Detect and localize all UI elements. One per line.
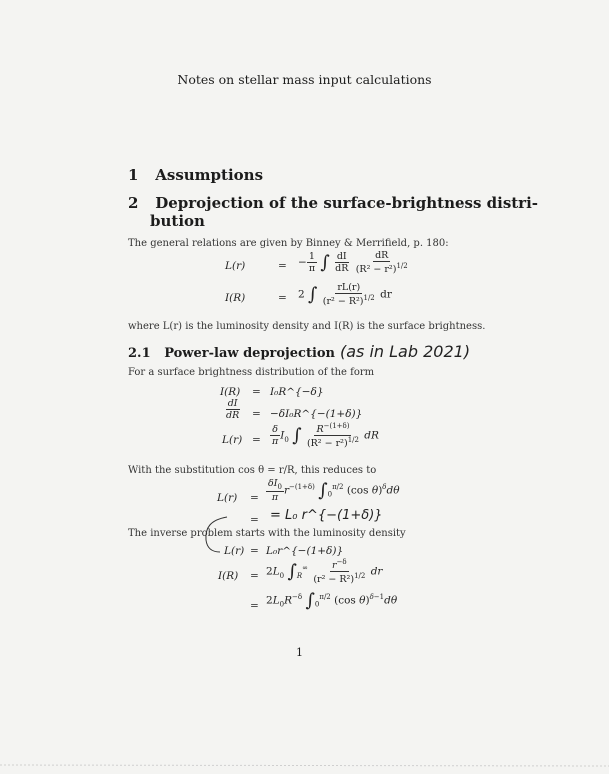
pl-eq3-equals: = <box>252 434 261 446</box>
inv-eq2-rhs: $2L_0$ $\int_R^\infty$ $\frac{r^{-\delta}}{(r^2 - R^2)^{1/2}}$ dr <box>266 558 383 586</box>
section-number: 1 <box>128 166 139 184</box>
section-2-heading-line2: bution <box>150 212 205 230</box>
inv-eq3-rhs: $2L_0R^{-\delta}$ $\int_0^{\pi/2}$ (cos θ)$^{\delta-1}$dθ <box>266 590 398 611</box>
sub-eq1-lhs: L(r) <box>217 492 238 504</box>
inv-eq1-rhs: L₀r^{−(1+δ)} <box>266 545 344 557</box>
section-title: Assumptions <box>155 166 264 184</box>
pl-eq1-rhs: I₀R^{−δ} <box>270 386 324 398</box>
where-paragraph: where L(r) is the luminosity density and I(R) is the surface brightness. <box>128 321 486 332</box>
eq2-equals: = <box>278 292 287 304</box>
inv-eq2-lhs: I(R) <box>218 570 239 582</box>
eq1-rhs: − $\frac{1}{\pi}$ ∫ $\frac{dI}{dR}$ $\frac{dR}{(R^2 - r^2)^{1/2}}$ <box>298 250 408 276</box>
handwritten-note: (as in Lab 2021) <box>340 342 471 361</box>
pl-eq2-rhs: −δI₀R^{−(1+δ)} <box>270 408 363 420</box>
eq1-lhs: L(r) <box>225 260 246 272</box>
section-number: 2 <box>128 194 139 212</box>
inverse-paragraph: The inverse problem starts with the luminosity density <box>128 528 406 539</box>
section-title-line1: Deprojection of the surface-brightness distri- <box>155 194 539 212</box>
powerlaw-paragraph: For a surface brightness distribution of the form <box>128 367 375 378</box>
page-number: 1 <box>296 646 303 659</box>
inv-eq3-equals: = <box>250 600 259 612</box>
sub-eq2-equals: = <box>250 514 259 526</box>
subsection-number: 2.1 <box>128 346 151 361</box>
section-1-heading <box>128 166 263 184</box>
subsection-2-1-heading <box>128 346 335 361</box>
pl-eq3-lhs: L(r) <box>222 434 243 446</box>
eq2-rhs: 2 ∫ $\frac{rL(r)}{(r^2 - R^2)^{1/2}}$ dr <box>298 282 392 308</box>
eq1-equals: = <box>278 260 287 272</box>
section-2-heading <box>128 194 538 212</box>
subsection-title: Power-law deprojection <box>164 346 336 361</box>
pl-eq3-rhs: $\frac{\delta}{\pi}$ $I_0$ ∫ $\frac{R^{-(1+\delta)}}{(R^2 - r^2)^{1/2}}$ dR <box>272 422 379 450</box>
pl-eq2-lhs: $\frac{dI}{dR}$ <box>226 398 240 421</box>
pl-eq1-lhs: I(R) <box>220 386 241 398</box>
inv-eq2-equals: = <box>250 570 259 582</box>
substitution-paragraph: With the substitution cos θ = r/R, this reduces to <box>128 465 377 476</box>
sub-eq2-handwritten: = L₀ r^{−(1+δ)} <box>270 508 383 523</box>
inv-eq1-equals: = <box>250 545 259 557</box>
pl-eq1-equals: = <box>252 386 261 398</box>
pl-eq2-equals: = <box>252 408 261 420</box>
eq2-lhs: I(R) <box>225 292 246 304</box>
sub-eq1-equals: = <box>250 492 259 504</box>
inv-eq1-lhs: L(r) <box>224 545 245 557</box>
sub-eq1-rhs: $\frac{\delta I_0}{\pi}$ $r^{-(1+\delta)}$ $\int_0^{\pi/2}$ (cos θ)$^\delta$dθ <box>268 478 400 503</box>
page-title: Notes on stellar mass input calculations <box>177 72 432 87</box>
intro-paragraph: The general relations are given by Binney & Merrifield, p. 180: <box>128 238 449 249</box>
